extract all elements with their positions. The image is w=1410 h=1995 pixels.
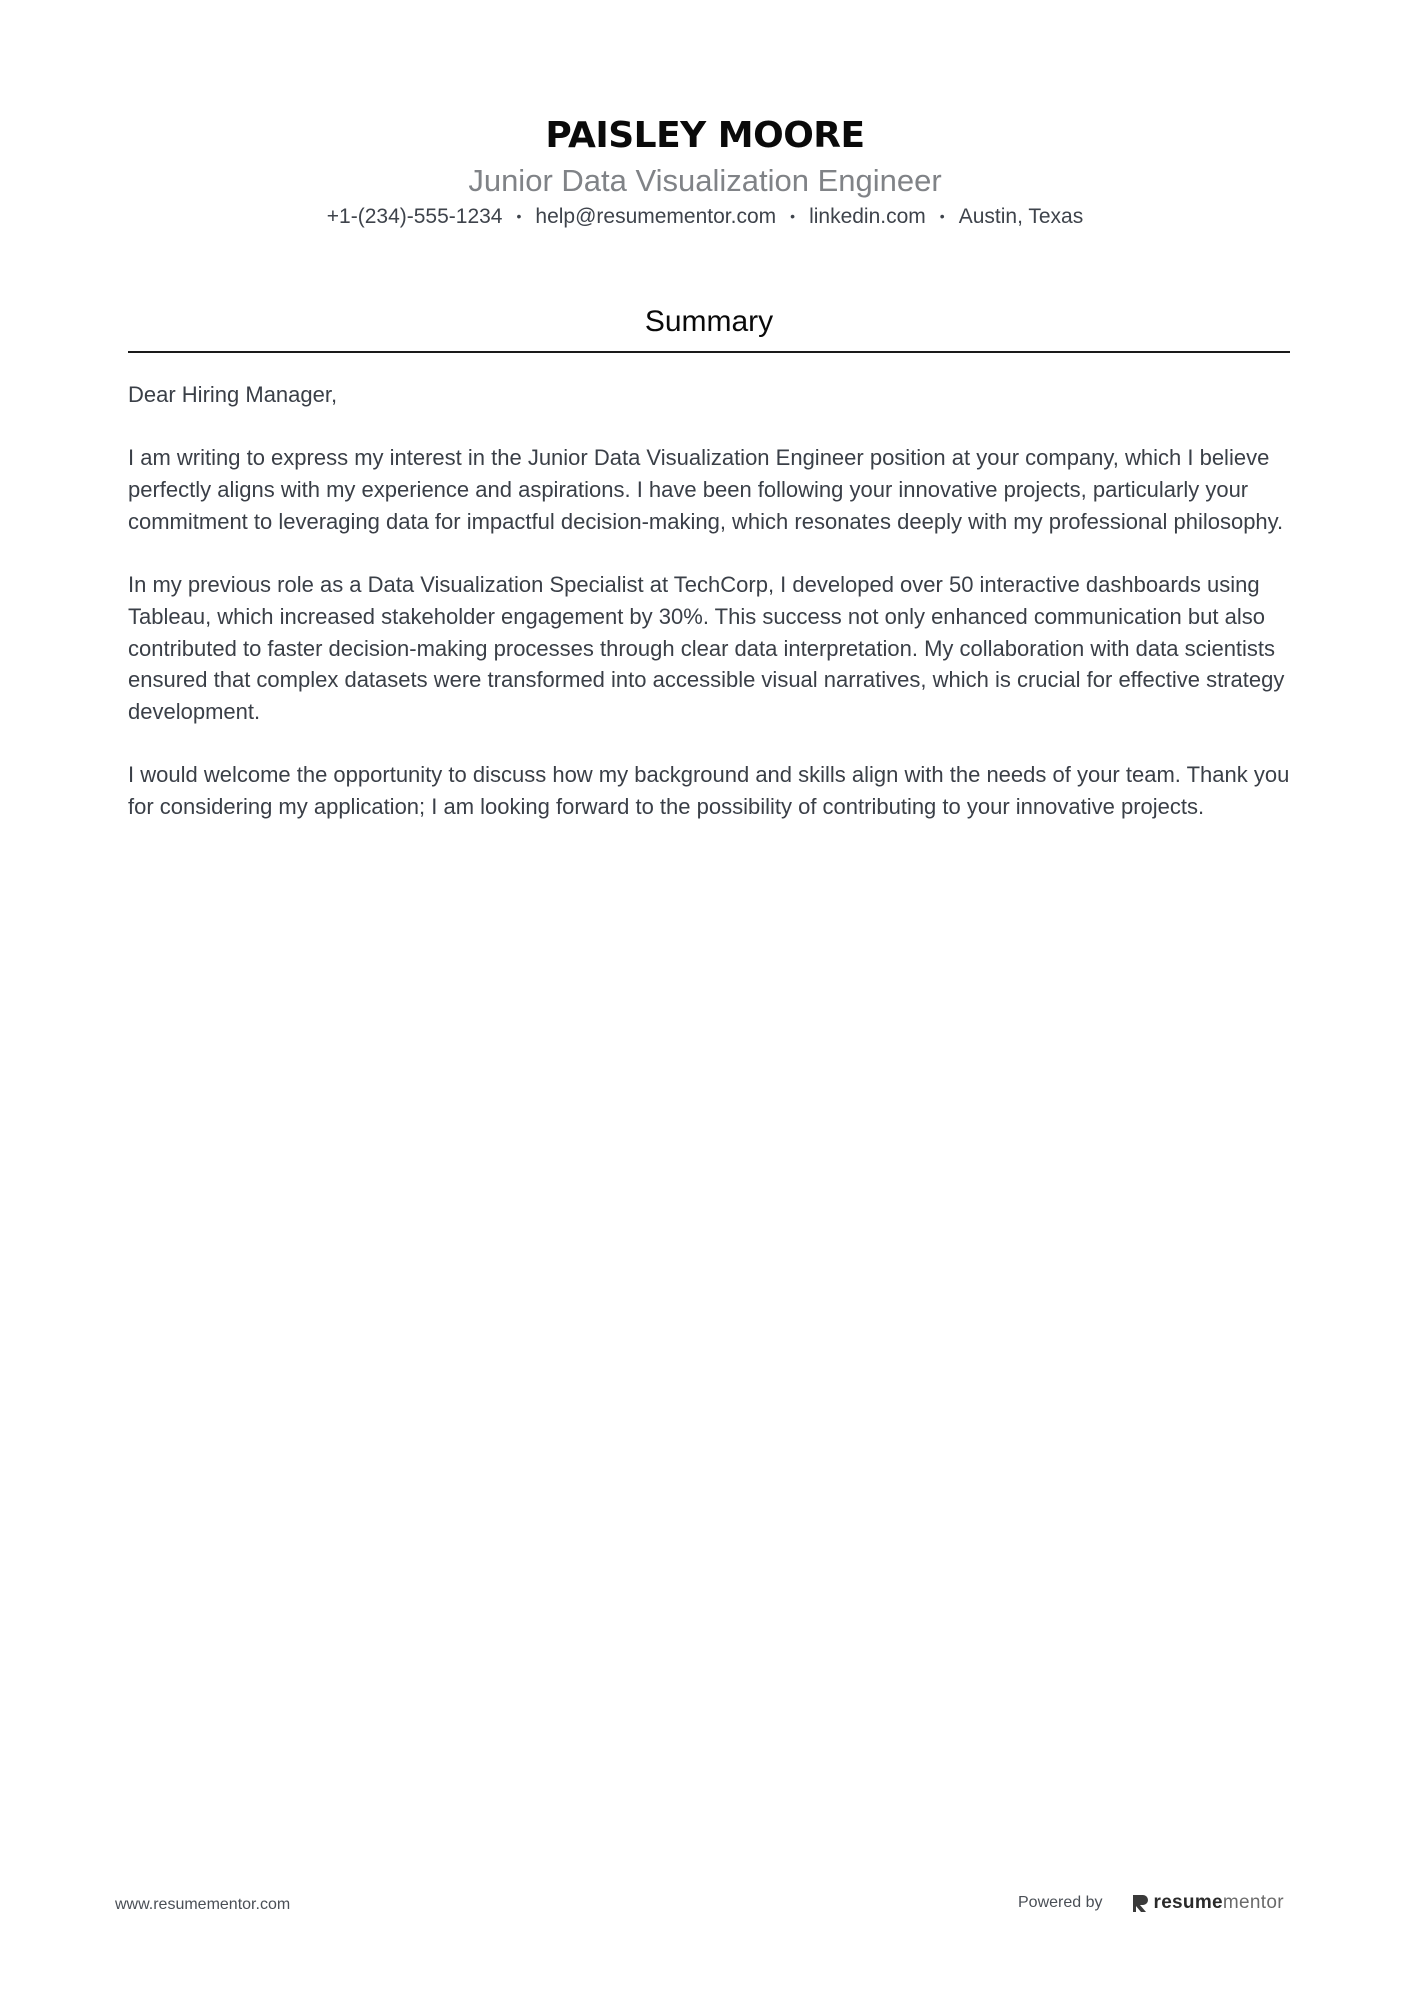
contact-line	[0, 202, 1410, 231]
contact-location: Austin, Texas	[958, 205, 1084, 228]
contact-separator: •	[790, 208, 796, 224]
letter-salutation: Dear Hiring Manager,	[128, 382, 338, 407]
footer-website-link[interactable]: www.resumementor.com	[115, 1896, 291, 1913]
contact-separator: •	[939, 208, 945, 224]
powered-by-label: Powered by	[1018, 1894, 1103, 1911]
footer-branding	[1018, 1890, 1284, 1916]
candidate-name: PAISLEY MOORE	[545, 115, 865, 156]
section-title-summary: Summary	[644, 305, 774, 338]
resume-header	[0, 112, 1410, 231]
contact-separator: •	[516, 208, 522, 224]
resumementor-logo-text[interactable]	[1154, 1892, 1284, 1914]
letter-paragraph: In my previous role as a Data Visualization Specialist at TechCorp, I developed over 50 interactive dashboards using Tableau, which increased stakeholder engagement by 30%. This success not only enhanced communication but also contributed to faster decision-making processes through clear data interpretation. My collaboration with data scientists ensured that complex datasets were transformed into accessible visual narratives, which is crucial for effective strategy development.	[128, 572, 1285, 724]
letter-paragraph: I am writing to express my interest in the Junior Data Visualization Engineer position at your company, which I believe perfectly aligns with my experience and aspirations. I have been following your innovative projects, particularly your commitment to leveraging data for impactful decision-making, which resonates deeply with my professional philosophy.	[128, 445, 1284, 534]
letter-paragraph: I would welcome the opportunity to discuss how my background and skills align with the needs of your team. Thank you for considering my application; I am looking forward to the possibility of contributing to your innovative projects.	[128, 762, 1290, 820]
contact-phone: +1-(234)-555-1234	[326, 205, 503, 228]
contact-email[interactable]: help@resumementor.com	[535, 205, 777, 228]
job-title: Junior Data Visualization Engineer	[468, 163, 942, 198]
section-divider	[128, 351, 1290, 353]
logo-text-light: mentor	[1222, 1892, 1284, 1913]
resumementor-logo-icon	[1133, 1893, 1150, 1913]
contact-linkedin[interactable]: linkedin.com	[809, 205, 926, 228]
cover-letter-body	[128, 379, 1292, 854]
logo-text-bold: resume	[1153, 1892, 1223, 1913]
